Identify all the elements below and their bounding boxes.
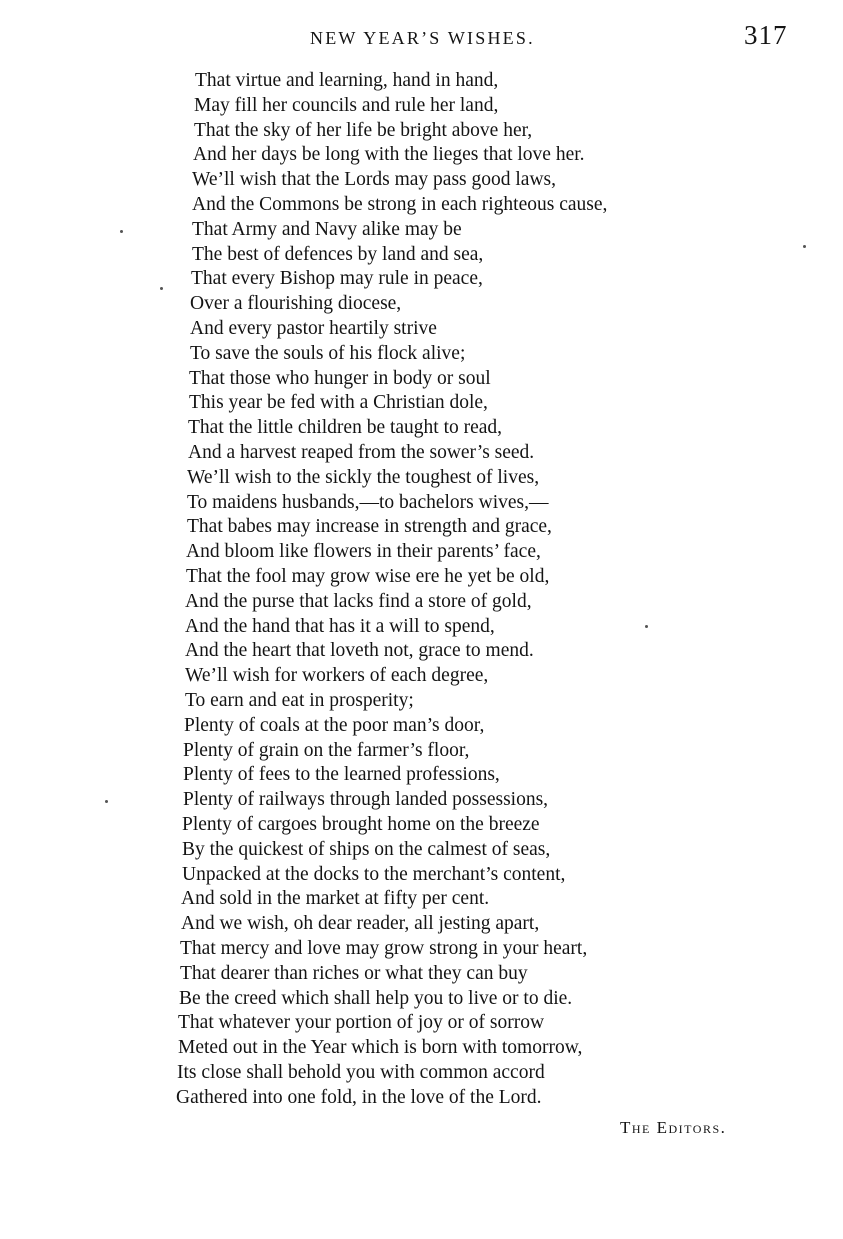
poem-line: And sold in the market at fifty per cent. — [181, 888, 490, 910]
poem-line: Its close shall behold you with common accord — [177, 1062, 545, 1083]
poem-line: Unpacked at the docks to the merchant’s content, — [182, 863, 566, 885]
poem-line: To maidens husbands,—to bachelors wives,— — [187, 491, 549, 513]
poem-line: We’ll wish that the Lords may pass good laws, — [192, 169, 556, 191]
poem-line: Plenty of coals at the poor man’s door, — [184, 714, 485, 736]
print-speck — [120, 230, 123, 233]
poem-line: And the Commons be strong in each righteous cause, — [192, 194, 608, 215]
print-speck — [645, 625, 648, 628]
poem-line: That mercy and love may grow strong in your heart, — [180, 938, 588, 959]
poem-line: May fill her councils and rule her land, — [194, 94, 499, 116]
poem-line: That those who hunger in body or soul — [189, 367, 491, 389]
poem-line: Be the creed which shall help you to live or to die. — [179, 987, 573, 1009]
poem-line: Plenty of railways through landed possessions, — [183, 789, 549, 811]
poem-line: Plenty of cargoes brought home on the breeze — [182, 814, 540, 835]
poem-line: Gathered into one fold, in the love of the Lord. — [176, 1086, 542, 1108]
poem-line: This year be fed with a Christian dole, — [189, 392, 488, 414]
poem-line: And her days be long with the lieges that love her. — [193, 144, 585, 166]
print-speck — [160, 287, 163, 290]
signature: The Editors. — [620, 1118, 727, 1137]
poem-line: That whatever your portion of joy or of sorrow — [178, 1012, 545, 1034]
poem-line: That the sky of her life be bright above her, — [194, 119, 533, 141]
poem-line: And the purse that lacks find a store of gold, — [185, 590, 532, 612]
running-title: NEW YEAR’S WISHES. — [310, 28, 535, 48]
poem-line: Meted out in the Year which is born with tomorrow, — [178, 1037, 583, 1059]
poem-line: We’ll wish for workers of each degree, — [185, 665, 489, 687]
print-speck — [803, 245, 806, 248]
poem-line: The best of defences by land and sea, — [192, 243, 484, 265]
poem-line: By the quickest of ships on the calmest of seas, — [182, 838, 551, 860]
poem-line: Plenty of fees to the learned professions, — [183, 764, 500, 786]
page-number: 317 — [744, 20, 788, 50]
poem-line: To save the souls of his flock alive; — [190, 342, 466, 364]
poem-line: And bloom like flowers in their parents’ face, — [186, 541, 541, 563]
poem-line: That virtue and learning, hand in hand, — [195, 70, 499, 91]
poem-line: And a harvest reaped from the sower’s seed. — [188, 442, 535, 463]
poem-line: That babes may increase in strength and grace, — [187, 516, 552, 538]
poem-line: That the little children be taught to read, — [188, 417, 503, 439]
poem-line: To earn and eat in prosperity; — [185, 690, 414, 711]
poem-line: That the fool may grow wise ere he yet be old, — [186, 566, 550, 587]
poem-line: That Army and Navy alike may be — [192, 218, 462, 240]
poem-line: And every pastor heartily strive — [190, 318, 437, 339]
poem-line: And the hand that has it a will to spend, — [185, 615, 495, 637]
running-header — [0, 20, 843, 54]
poem-line: Over a flourishing diocese, — [190, 293, 402, 315]
poem-line: That dearer than riches or what they can buy — [180, 962, 528, 984]
poem-line: That every Bishop may rule in peace, — [191, 268, 483, 290]
print-speck — [105, 800, 108, 803]
poem-line: And the heart that loveth not, grace to mend. — [185, 640, 534, 662]
poem-line: And we wish, oh dear reader, all jesting apart, — [181, 913, 540, 935]
poem-line: Plenty of grain on the farmer’s floor, — [183, 739, 470, 761]
poem-line: We’ll wish to the sickly the toughest of lives, — [187, 466, 540, 488]
